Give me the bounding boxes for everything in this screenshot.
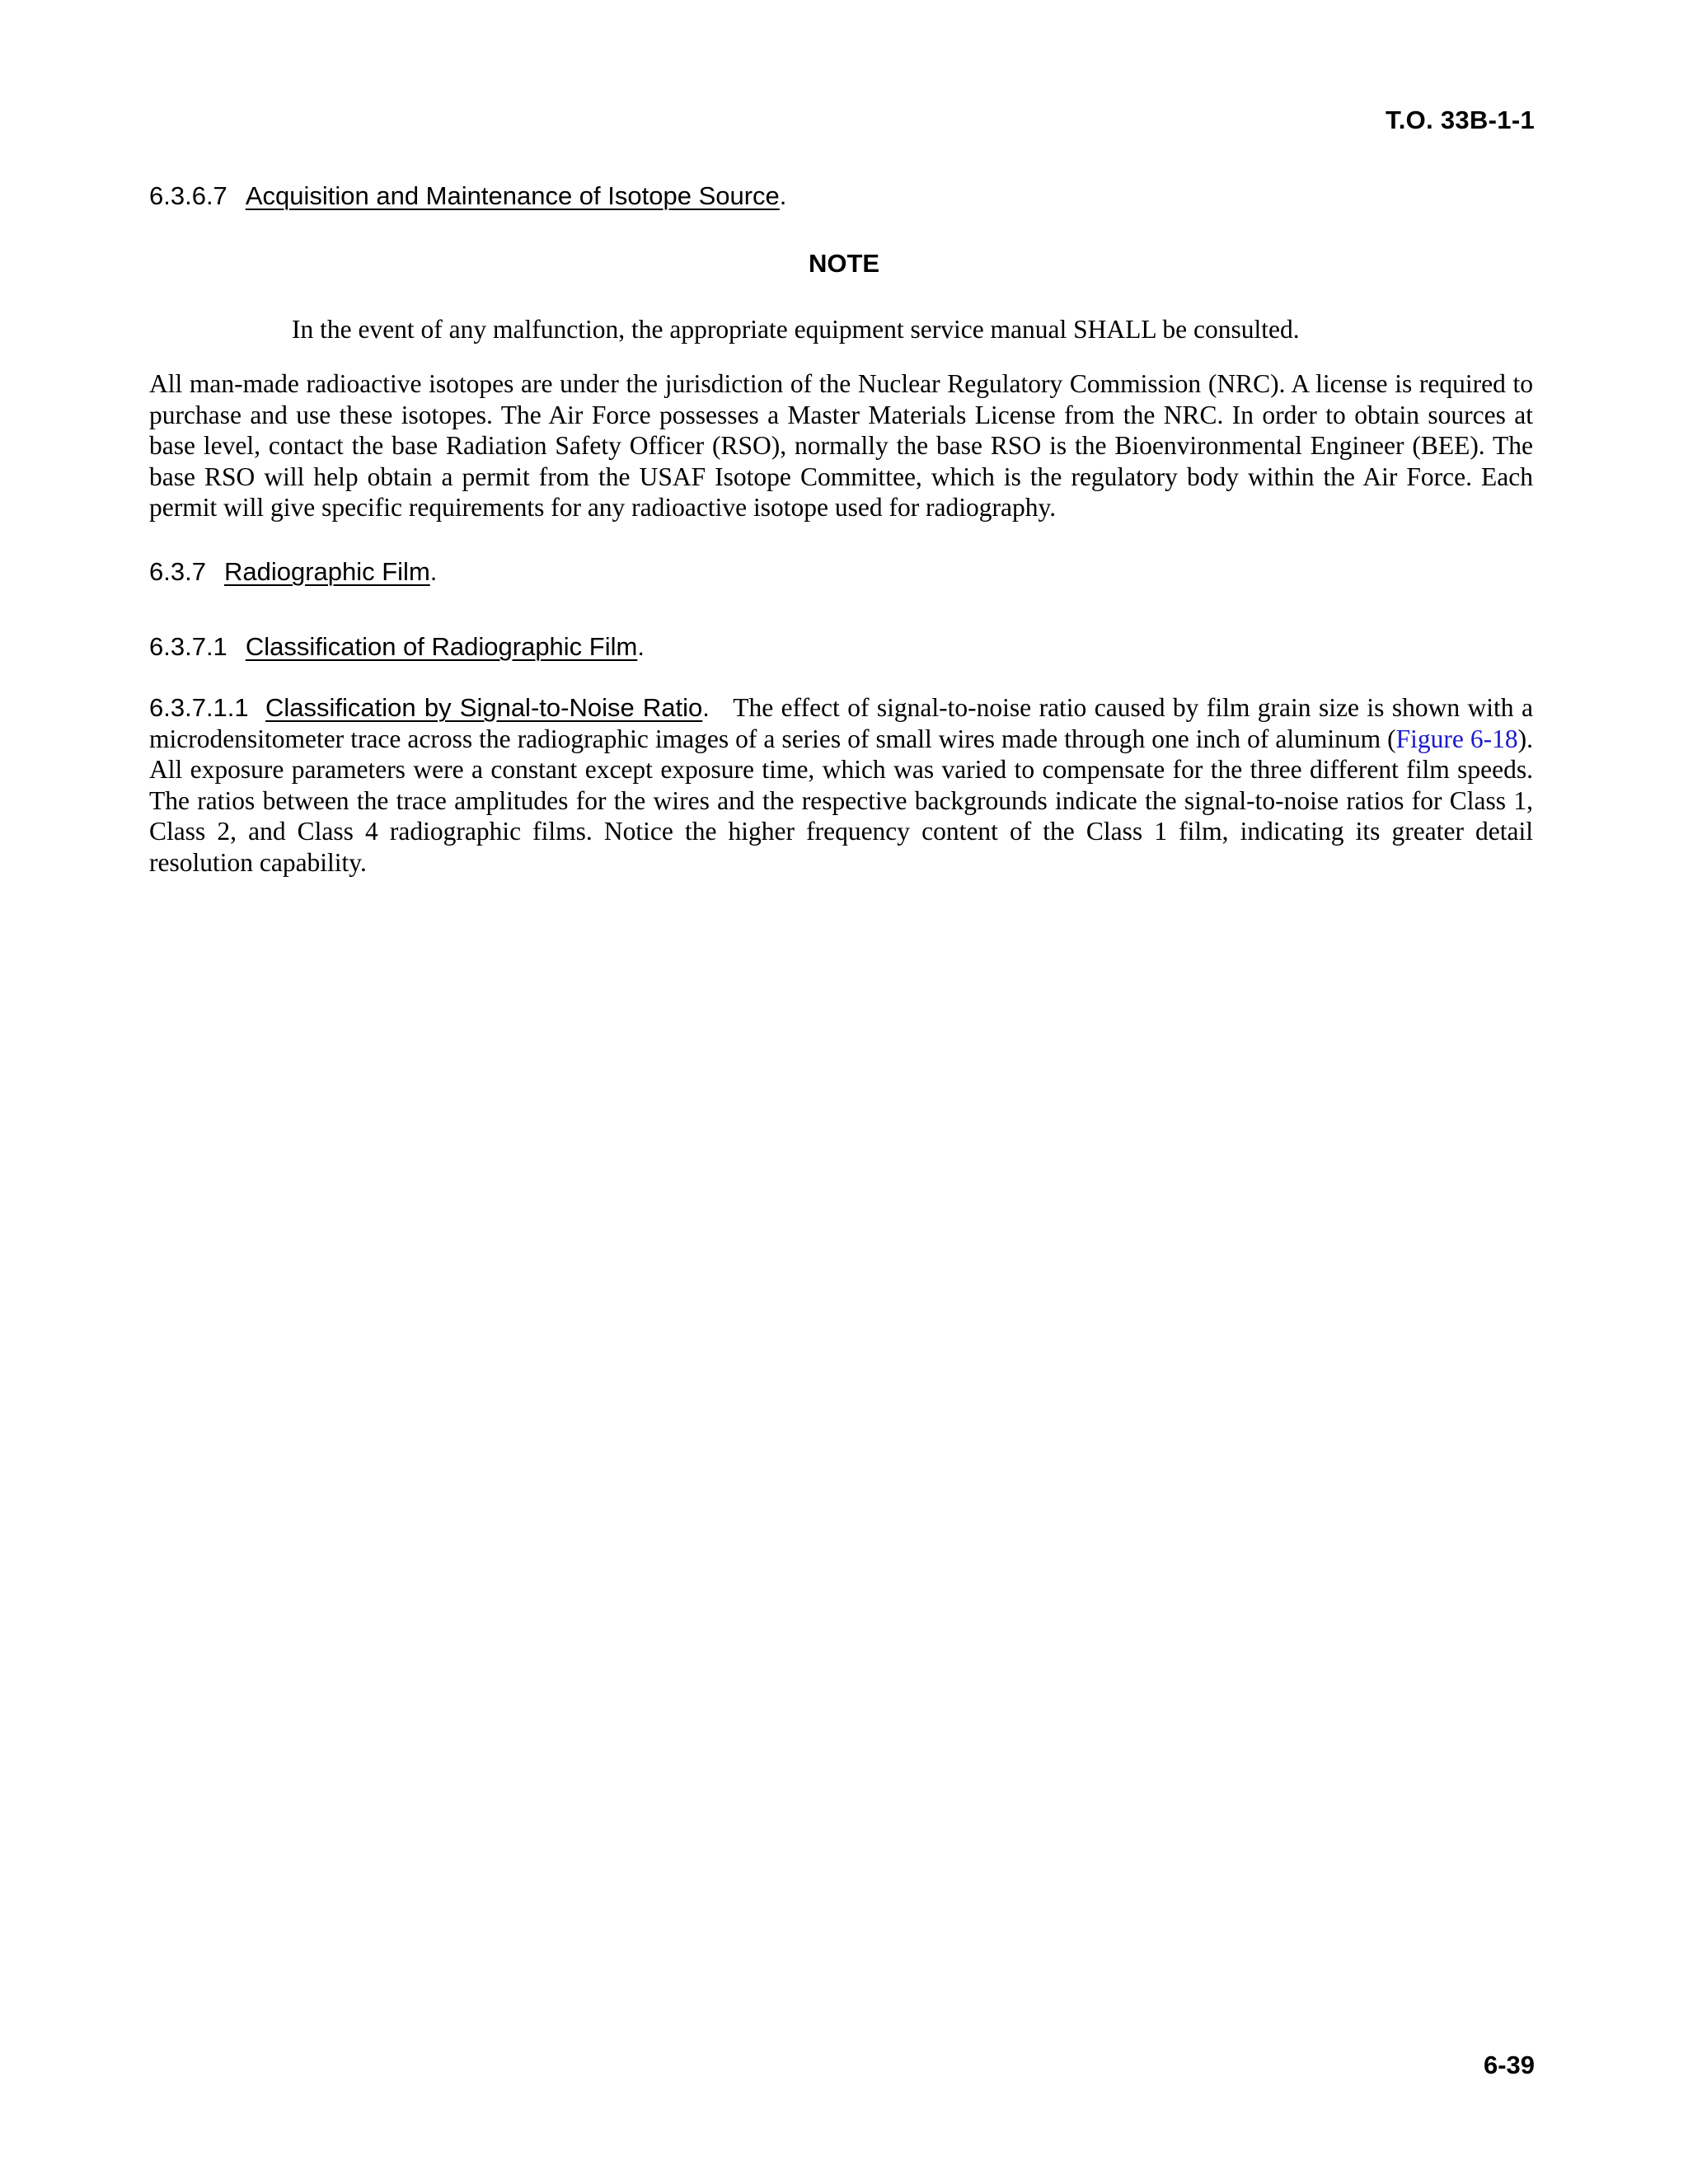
section-title: Acquisition and Maintenance of Isotope Source (245, 181, 780, 210)
section-heading-6-3-7 (149, 555, 437, 588)
section-heading-6-3-6-7 (149, 180, 786, 213)
note-label: NOTE (808, 249, 880, 278)
page-number: 6-39 (1483, 2050, 1535, 2079)
section-number: 6.3.6.7 (149, 181, 227, 210)
section-period: . (637, 632, 645, 661)
figure-6-18-link[interactable]: Figure 6-18 (1395, 724, 1518, 753)
section-period: . (702, 693, 710, 722)
section-number: 6.3.7 (149, 557, 206, 586)
section-heading-6-3-7-1 (149, 630, 645, 663)
section-title: Classification by Signal-to-Noise Ratio (265, 693, 703, 722)
isotope-paragraph: All man-made radioactive isotopes are under the jurisdiction of the Nuclear Regulatory Commission (NRC). A license is required to purchase and use these isotopes. The Air Force possesses a Master Materials License from the NRC. In order to obtain sources at base level, contact the base Radiation Safety Officer (RSO), normally the base RSO is the Bioenvironmental Engineer (BEE). The base RSO will help obtain a permit from the USAF Isotope Committee, which is the regulatory body within the Air Force. Each permit will give specific requirements for any radioactive isotope used for radiography. (149, 369, 1533, 522)
section-title: Radiographic Film (223, 557, 430, 586)
note-text: In the event of any malfunction, the appropriate equipment service manual SHALL be consulted. (292, 315, 1300, 344)
section-period: . (429, 557, 438, 586)
section-period: . (779, 181, 787, 210)
signal-to-noise-paragraph (149, 692, 1533, 878)
document-id: T.O. 33B-1-1 (1385, 105, 1535, 134)
paragraph-text-start: The effect of signal-to-noise ratio caused by film grain size is shown with a microdensitometer trace across the radiographic images of a series of small wires made through one inch of aluminum ( (149, 693, 1533, 753)
section-title: Classification of Radiographic Film (245, 632, 638, 661)
section-number: 6.3.7.1 (149, 632, 227, 661)
section-number: 6.3.7.1.1 (149, 693, 249, 722)
inline-section-heading-6-3-7-1-1 (149, 693, 710, 722)
paragraph-text-end: ). All exposure parameters were a constant except exposure time, which was varied to compensate for the three different film speeds. The ratios between the trace amplitudes for the wires and the respective backgrounds indicate the signal-to-noise ratios for Class 1, Class 2, and Class 4 radiographic films. Notice the higher frequency content of the Class 1 film, indicating its greater detail resolution capability. (149, 724, 1533, 877)
